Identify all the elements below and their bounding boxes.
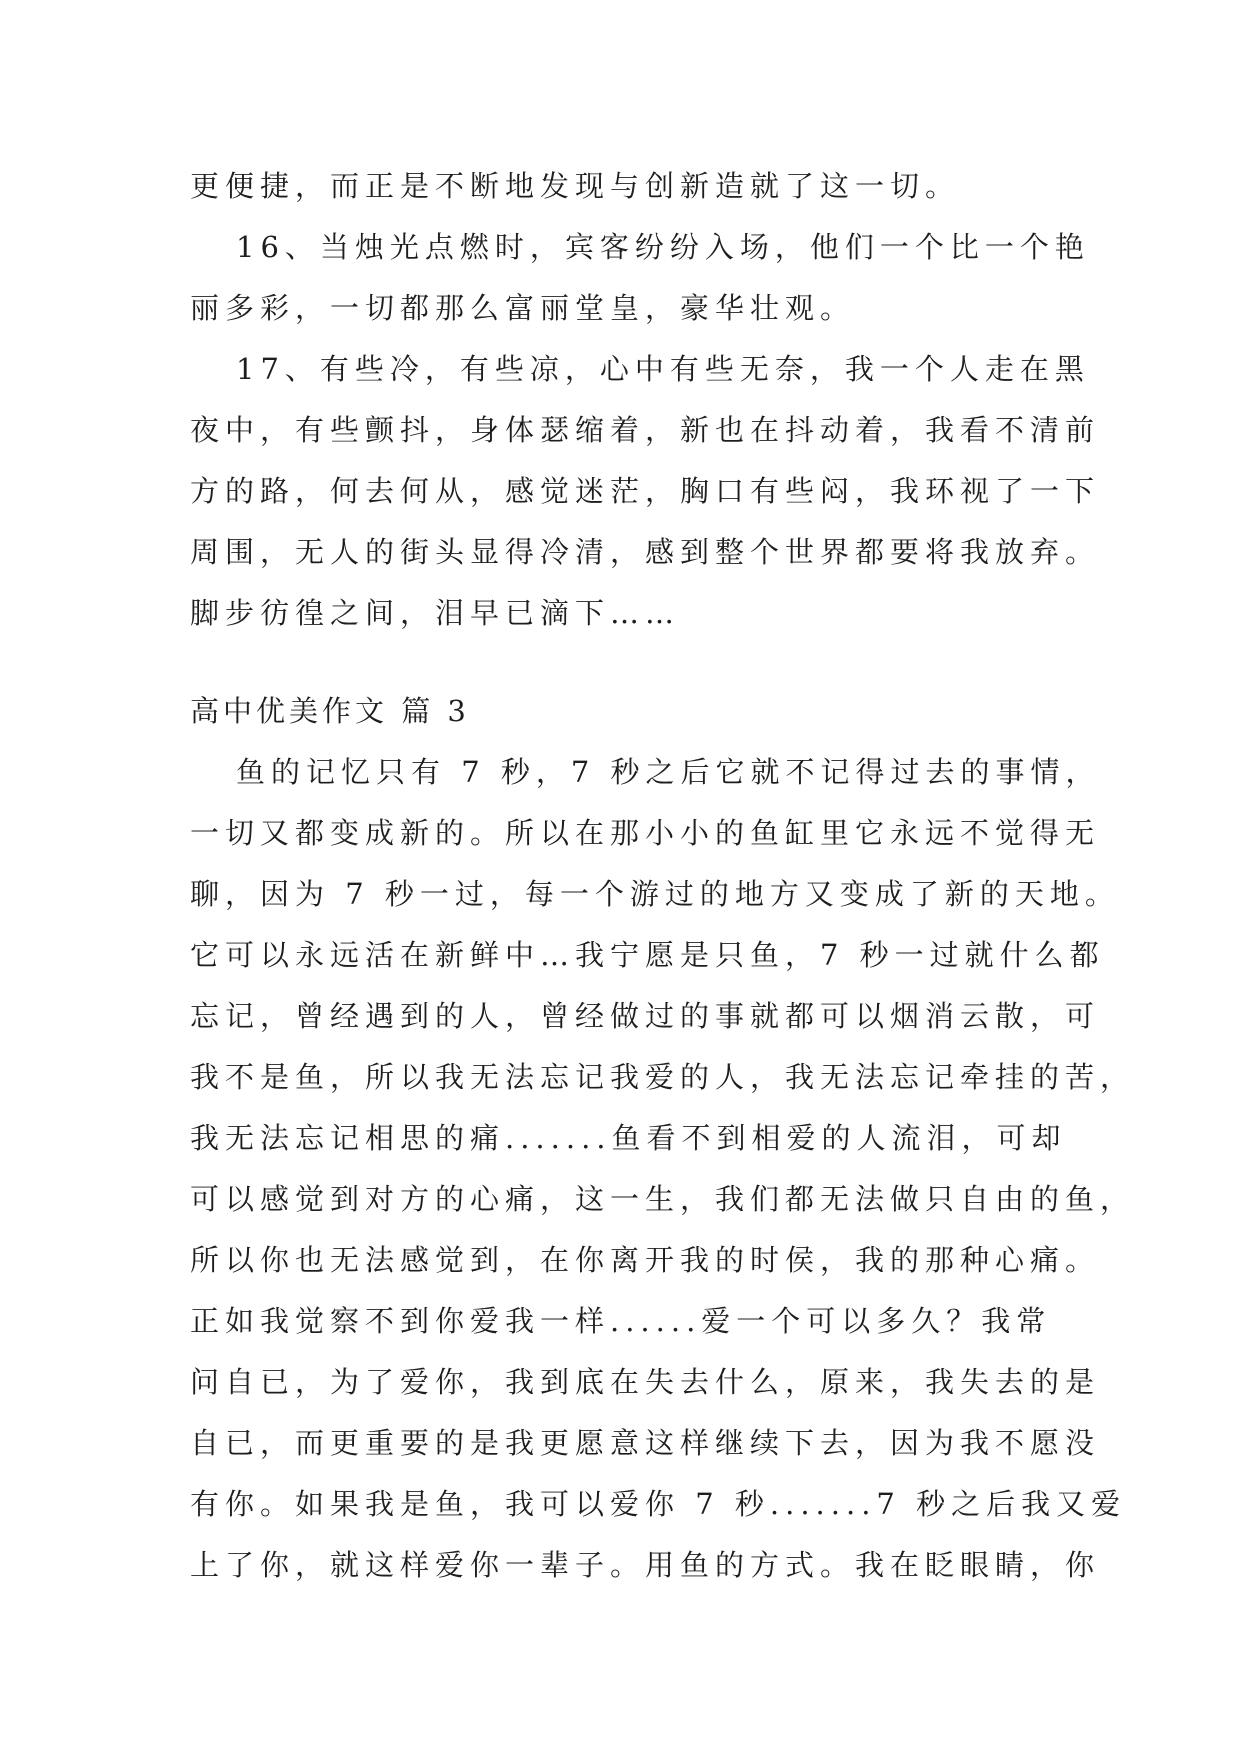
text-line: 问自已，为了爱你，我到底在失去什么，原来，我失去的是 [190, 1365, 1101, 1399]
text-line: 周围，无人的街头显得冷清，感到整个世界都要将我放弃。 [190, 535, 1101, 569]
text-line: 我无法忘记相思的痛.......鱼看不到相爱的人流泪，可却 [190, 1121, 1067, 1155]
text-line: 更便捷，而正是不断地发现与创新造就了这一切。 [190, 169, 961, 203]
text-line: 有你。如果我是鱼，我可以爱你 7 秒.......7 秒之后我又爱 [190, 1487, 1127, 1521]
text-line: 可以感觉到对方的心痛，这一生，我们都无法做只自由的鱼， [190, 1182, 1136, 1216]
text-line: 我不是鱼，所以我无法忘记我爱的人，我无法忘记牵挂的苦， [190, 1060, 1136, 1094]
text-line: 鱼的记忆只有 7 秒，7 秒之后它就不记得过去的事情， [236, 755, 1101, 789]
text-line: 脚步彷徨之间，泪早已滴下…… [190, 596, 681, 630]
text-line: 所以你也无法感觉到，在你离开我的时侯，我的那种心痛。 [190, 1243, 1101, 1277]
text-line: 一切又都变成新的。所以在那小小的鱼缸里它永远不觉得无 [190, 816, 1101, 850]
text-line: 上了你，就这样爱你一辈子。用鱼的方式。我在眨眼睛，你 [190, 1548, 1101, 1582]
text-line: 丽多彩，一切都那么富丽堂皇，豪华壮观。 [190, 291, 856, 325]
text-line: 它可以永远活在新鲜中…我宁愿是只鱼，7 秒一过就什么都 [190, 938, 1105, 972]
text-line: 忘记，曾经遇到的人，曾经做过的事就都可以烟消云散，可 [190, 999, 1101, 1033]
text-line: 正如我觉察不到你爱我一样......爱一个可以多久？我常 [190, 1304, 1052, 1338]
text-line: 17、有些冷，有些凉，心中有些无奈，我一个人走在黑 [236, 352, 1090, 386]
text-line: 聊，因为 7 秒一过，每一个游过的地方又变成了新的天地。 [190, 877, 1120, 911]
text-line: 方的路，何去何从，感觉迷茫，胸口有些闷，我环视了一下 [190, 474, 1101, 508]
text-line: 夜中，有些颤抖，身体瑟缩着，新也在抖动着，我看不清前 [190, 413, 1101, 447]
text-line: 16、当烛光点燃时，宾客纷纷入场，他们一个比一个艳 [236, 230, 1090, 264]
section-heading: 高中优美作文 篇 3 [190, 694, 470, 728]
text-line: 自已，而更重要的是我更愿意这样继续下去，因为我不愿没 [190, 1426, 1101, 1460]
